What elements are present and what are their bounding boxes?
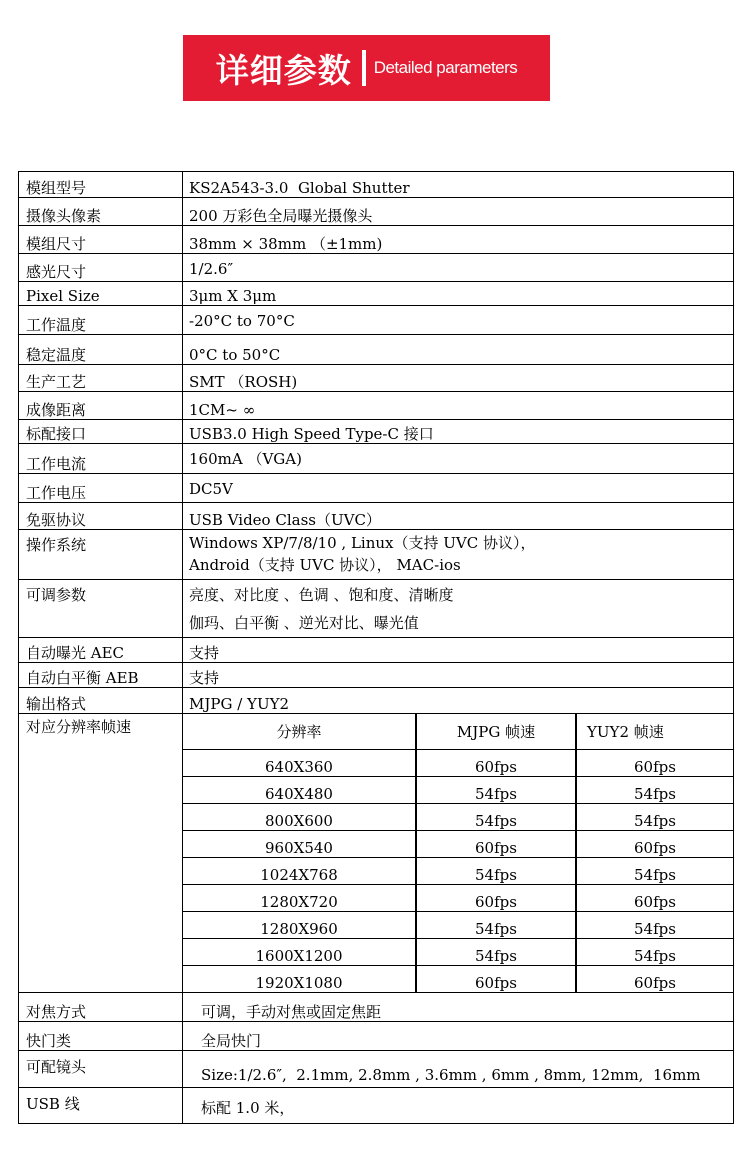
mjpg-fps-cell: 60fps	[416, 750, 576, 777]
frame-rate-cell	[183, 714, 734, 993]
spec-label: 工作电压	[19, 474, 183, 503]
spec-row-module-size	[19, 226, 734, 254]
spec-row-pixel-size	[19, 282, 734, 306]
spec-label: Pixel Size	[19, 282, 183, 306]
spec-value: 160mA （VGA)	[183, 444, 734, 474]
spec-row-pixels	[19, 198, 734, 226]
resolution-cell: 1280X720	[183, 885, 416, 912]
frame-rate-row	[183, 804, 733, 831]
frame-rate-row	[183, 912, 733, 939]
spec-value: 可调，手动对焦或固定焦距	[183, 993, 734, 1022]
spec-value: 支持	[183, 663, 734, 688]
resolution-cell: 640X360	[183, 750, 416, 777]
spec-value: 3μm X 3μm	[183, 282, 734, 306]
spec-value: -20°C to 70°C	[183, 306, 734, 335]
spec-label: 稳定温度	[19, 335, 183, 365]
spec-label: 快门类	[19, 1022, 183, 1051]
spec-row-usb	[19, 1088, 734, 1124]
mjpg-fps-cell: 54fps	[416, 858, 576, 885]
spec-row-current	[19, 444, 734, 474]
os-line-1: Windows XP/7/8/10 , Linux（支持 UVC 协议），	[189, 534, 536, 552]
mjpg-fps-cell: 54fps	[416, 912, 576, 939]
spec-row-working-temp	[19, 306, 734, 335]
spec-row-voltage	[19, 474, 734, 503]
spec-label: 成像距离	[19, 392, 183, 420]
adjustable-line-2: 伽玛、白平衡 、逆光对比、曝光值	[189, 614, 419, 632]
yuy2-fps-cell: 60fps	[576, 885, 733, 912]
spec-value: 全局快门	[183, 1022, 734, 1051]
spec-value	[183, 580, 734, 638]
banner-title-en: Detailed parameters	[373, 58, 518, 77]
os-line-2: Android（支持 UVC 协议）， MAC-ios	[189, 556, 461, 574]
spec-row-stable-temp	[19, 335, 734, 365]
yuy2-fps-cell: 60fps	[576, 750, 733, 777]
spec-value: 1/2.6″	[183, 254, 734, 282]
spec-label: 免驱协议	[19, 503, 183, 530]
mjpg-fps-cell: 60fps	[416, 966, 576, 993]
resolution-cell: 1024X768	[183, 858, 416, 885]
spec-label: 模组型号	[19, 172, 183, 198]
yuy2-fps-cell: 54fps	[576, 858, 733, 885]
frame-rate-row	[183, 858, 733, 885]
spec-row-process	[19, 365, 734, 392]
frame-rate-row	[183, 831, 733, 858]
spec-row-shutter	[19, 1022, 734, 1051]
spec-label: 可配镜头	[19, 1051, 183, 1088]
frame-rate-table	[183, 714, 733, 992]
column-header: MJPG 帧速	[416, 714, 576, 750]
spec-row-os	[19, 530, 734, 580]
spec-row-lens	[19, 1051, 734, 1088]
frame-rate-row	[183, 885, 733, 912]
resolution-cell: 1600X1200	[183, 939, 416, 966]
mjpg-fps-cell: 60fps	[416, 831, 576, 858]
column-header: YUY2 帧速	[576, 714, 733, 750]
spec-table	[18, 171, 734, 1124]
resolution-cell: 1920X1080	[183, 966, 416, 993]
spec-label: 对应分辨率帧速	[19, 714, 183, 993]
spec-row-aeb	[19, 663, 734, 688]
spec-row-interface	[19, 420, 734, 444]
spec-label: USB 线	[19, 1088, 183, 1124]
spec-value: SMT （ROSH)	[183, 365, 734, 392]
spec-value: 标配 1.0 米，	[183, 1088, 734, 1124]
spec-value: MJPG / YUY2	[183, 688, 734, 714]
resolution-cell: 960X540	[183, 831, 416, 858]
spec-label: 标配接口	[19, 420, 183, 444]
spec-value: KS2A543-3.0 Global Shutter	[183, 172, 734, 198]
spec-label: 工作电流	[19, 444, 183, 474]
spec-row-output	[19, 688, 734, 714]
spec-label: 模组尺寸	[19, 226, 183, 254]
spec-value: 38mm × 38mm （±1mm)	[183, 226, 734, 254]
spec-value: 200 万彩色全局曝光摄像头	[183, 198, 734, 226]
spec-label: 自动曝光 AEC	[19, 638, 183, 663]
spec-value: 1CM~ ∞	[183, 392, 734, 420]
spec-row-aec	[19, 638, 734, 663]
frame-rate-header	[183, 714, 733, 750]
spec-value: DC5V	[183, 474, 734, 503]
spec-label: 工作温度	[19, 306, 183, 335]
spec-label: 操作系统	[19, 530, 183, 580]
frame-rate-row	[183, 966, 733, 993]
frame-rate-row	[183, 777, 733, 804]
yuy2-fps-cell: 54fps	[576, 777, 733, 804]
yuy2-fps-cell: 54fps	[576, 912, 733, 939]
spec-label: 感光尺寸	[19, 254, 183, 282]
yuy2-fps-cell: 60fps	[576, 831, 733, 858]
spec-value: Size:1/2.6″, 2.1mm, 2.8mm , 3.6mm , 6mm , 8mm, 12mm, 16mm	[183, 1051, 734, 1088]
spec-label: 自动白平衡 AEB	[19, 663, 183, 688]
spec-row-distance	[19, 392, 734, 420]
resolution-cell: 640X480	[183, 777, 416, 804]
spec-row-frame-rates	[19, 714, 734, 993]
column-header: 分辨率	[183, 714, 416, 750]
spec-label: 摄像头像素	[19, 198, 183, 226]
spec-value: USB3.0 High Speed Type-C 接口	[183, 420, 734, 444]
banner-title-cn: 详细参数	[215, 50, 352, 90]
mjpg-fps-cell: 54fps	[416, 939, 576, 966]
resolution-cell: 800X600	[183, 804, 416, 831]
spec-row-adjustable	[19, 580, 734, 638]
spec-label: 输出格式	[19, 688, 183, 714]
section-banner	[183, 35, 550, 101]
yuy2-fps-cell: 54fps	[576, 939, 733, 966]
spec-row-focus	[19, 993, 734, 1022]
spec-row-model	[19, 172, 734, 198]
spec-label: 对焦方式	[19, 993, 183, 1022]
yuy2-fps-cell: 54fps	[576, 804, 733, 831]
yuy2-fps-cell: 60fps	[576, 966, 733, 993]
mjpg-fps-cell: 60fps	[416, 885, 576, 912]
spec-label: 生产工艺	[19, 365, 183, 392]
frame-rate-row	[183, 750, 733, 777]
spec-value	[183, 530, 734, 580]
spec-label: 可调参数	[19, 580, 183, 638]
mjpg-fps-cell: 54fps	[416, 804, 576, 831]
spec-value: 0°C to 50°C	[183, 335, 734, 365]
spec-value: 支持	[183, 638, 734, 663]
spec-row-protocol	[19, 503, 734, 530]
resolution-cell: 1280X960	[183, 912, 416, 939]
mjpg-fps-cell: 54fps	[416, 777, 576, 804]
banner-divider	[362, 50, 366, 86]
spec-row-sensor-size	[19, 254, 734, 282]
frame-rate-row	[183, 939, 733, 966]
spec-value: USB Video Class（UVC）	[183, 503, 734, 530]
adjustable-line-1: 亮度、对比度 、色调 、饱和度、清晰度	[189, 586, 454, 604]
